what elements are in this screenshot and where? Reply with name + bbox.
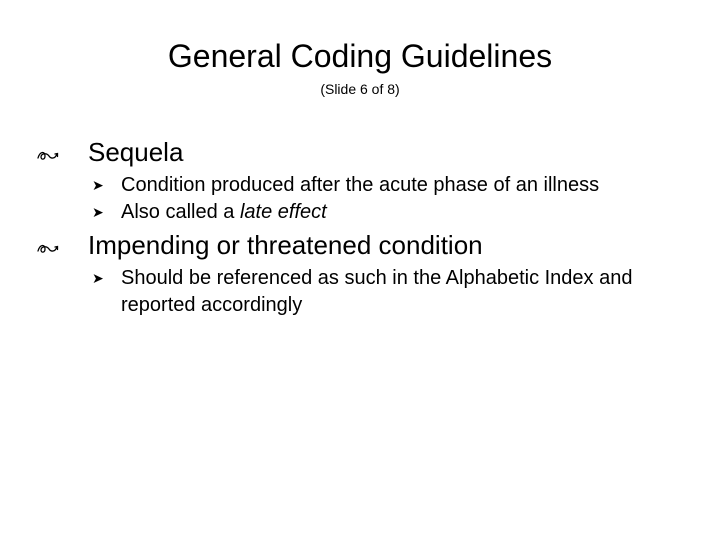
sub-bullet-list [36, 265, 676, 319]
arrowhead-icon: ➤ [92, 270, 104, 286]
sub-bullet-item [36, 265, 641, 319]
bullet-list [36, 136, 676, 322]
bullet-text: Impending or threatened condition [88, 230, 483, 260]
sub-bullet-text: Also called a [121, 201, 240, 223]
arrowhead-icon: ➤ [92, 204, 104, 220]
emphasis-text: late effect [239, 201, 327, 223]
sub-bullet-item [36, 199, 641, 226]
swirl-bullet-icon [36, 141, 60, 161]
sub-bullet-text: Should be referenced as such in the Alphabetic Index and reported accordingly [121, 267, 633, 316]
slide-subtitle: (Slide 6 of 8) [320, 81, 400, 97]
bullet-item [36, 136, 676, 168]
sub-bullet-text: Condition produced after the acute phase of an illness [121, 174, 600, 196]
swirl-bullet-icon [36, 234, 60, 254]
sub-bullet-item [36, 172, 641, 199]
sub-bullet-list [36, 172, 676, 226]
bullet-item [36, 229, 676, 261]
bullet-text: Sequela [88, 137, 184, 167]
arrowhead-icon: ➤ [92, 177, 104, 193]
slide-title: General Coding Guidelines [167, 38, 553, 74]
